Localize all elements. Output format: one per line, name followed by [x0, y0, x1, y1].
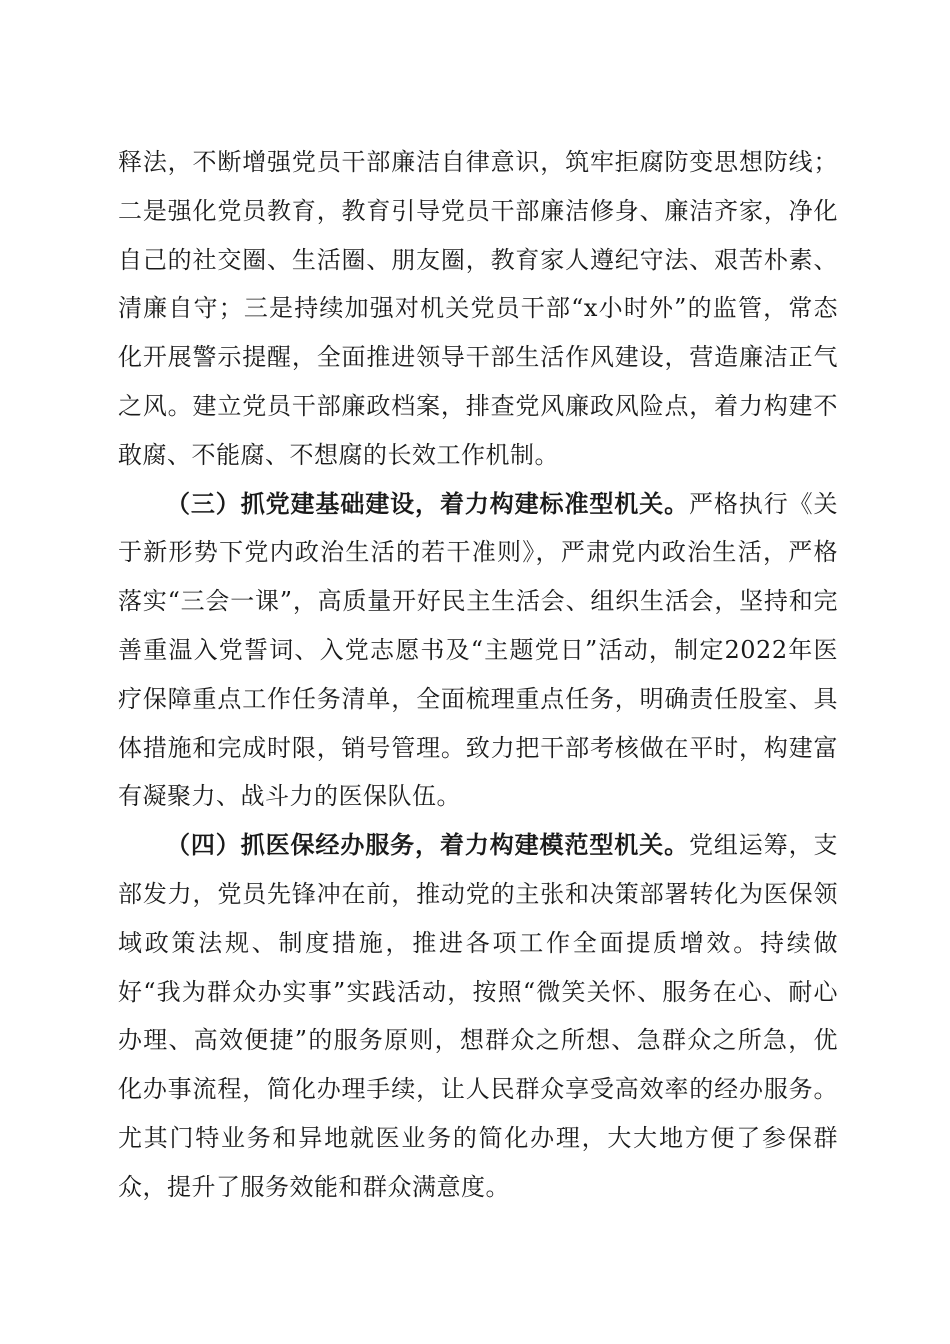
paragraph-body: 释法，不断增强党员干部廉洁自律意识，筑牢拒腐防变思想防线；二是强化党员教育，教育引导党员干部廉洁修身、廉洁齐家，净化自己的社交圈、生活圈、朋友圈，教育家人遵纪守法、艰苦朴素、清廉自守；三是持续加强对机关党员干部“x小时外”的监管，常态化开展警示提醒，全面推进领导干部生活作风建设，营造廉洁正气之风。建立党员干部廉政档案，排查党风廉政风险点，着力构建不敢腐、不能腐、不想腐的长效工作机制。 — [118, 148, 838, 469]
body-text — [118, 138, 838, 1212]
paragraph-section-3 — [118, 480, 838, 822]
section-heading: （三）抓党建基础建设，着力构建标准型机关。 — [166, 488, 689, 518]
section-heading: （四）抓医保经办服务，着力构建模范型机关。 — [166, 830, 689, 860]
paragraph-body: 党组运筹，支部发力，党员先锋冲在前，推动党的主张和决策部署转化为医保领域政策法规、制度措施，推进各项工作全面提质增效。持续做好“我为群众办实事”实践活动，按照“微笑关怀、服务在心、耐心办理、高效便捷”的服务原则，想群众之所想、急群众之所急，优化办事流程，简化办理手续，让人民群众享受高效率的经办服务。尤其门特业务和异地就医业务的简化办理，大大地方便了参保群众，提升了服务效能和群众满意度。 — [118, 831, 839, 1201]
paragraph-body: 严格执行《关于新形势下党内政治生活的若干准则》，严肃党内政治生活，严格落实“三会一课”，高质量开好民主生活会、组织生活会，坚持和完善重温入党誓词、入党志愿书及“主题党日”活动，制定2022年医疗保障重点工作任务清单，全面梳理重点任务，明确责任股室、具体措施和完成时限，销号管理。致力把干部考核做在平时，构建富有凝聚力、战斗力的医保队伍。 — [118, 489, 839, 811]
paragraph-continuation — [118, 138, 838, 480]
paragraph-section-4 — [118, 821, 838, 1211]
